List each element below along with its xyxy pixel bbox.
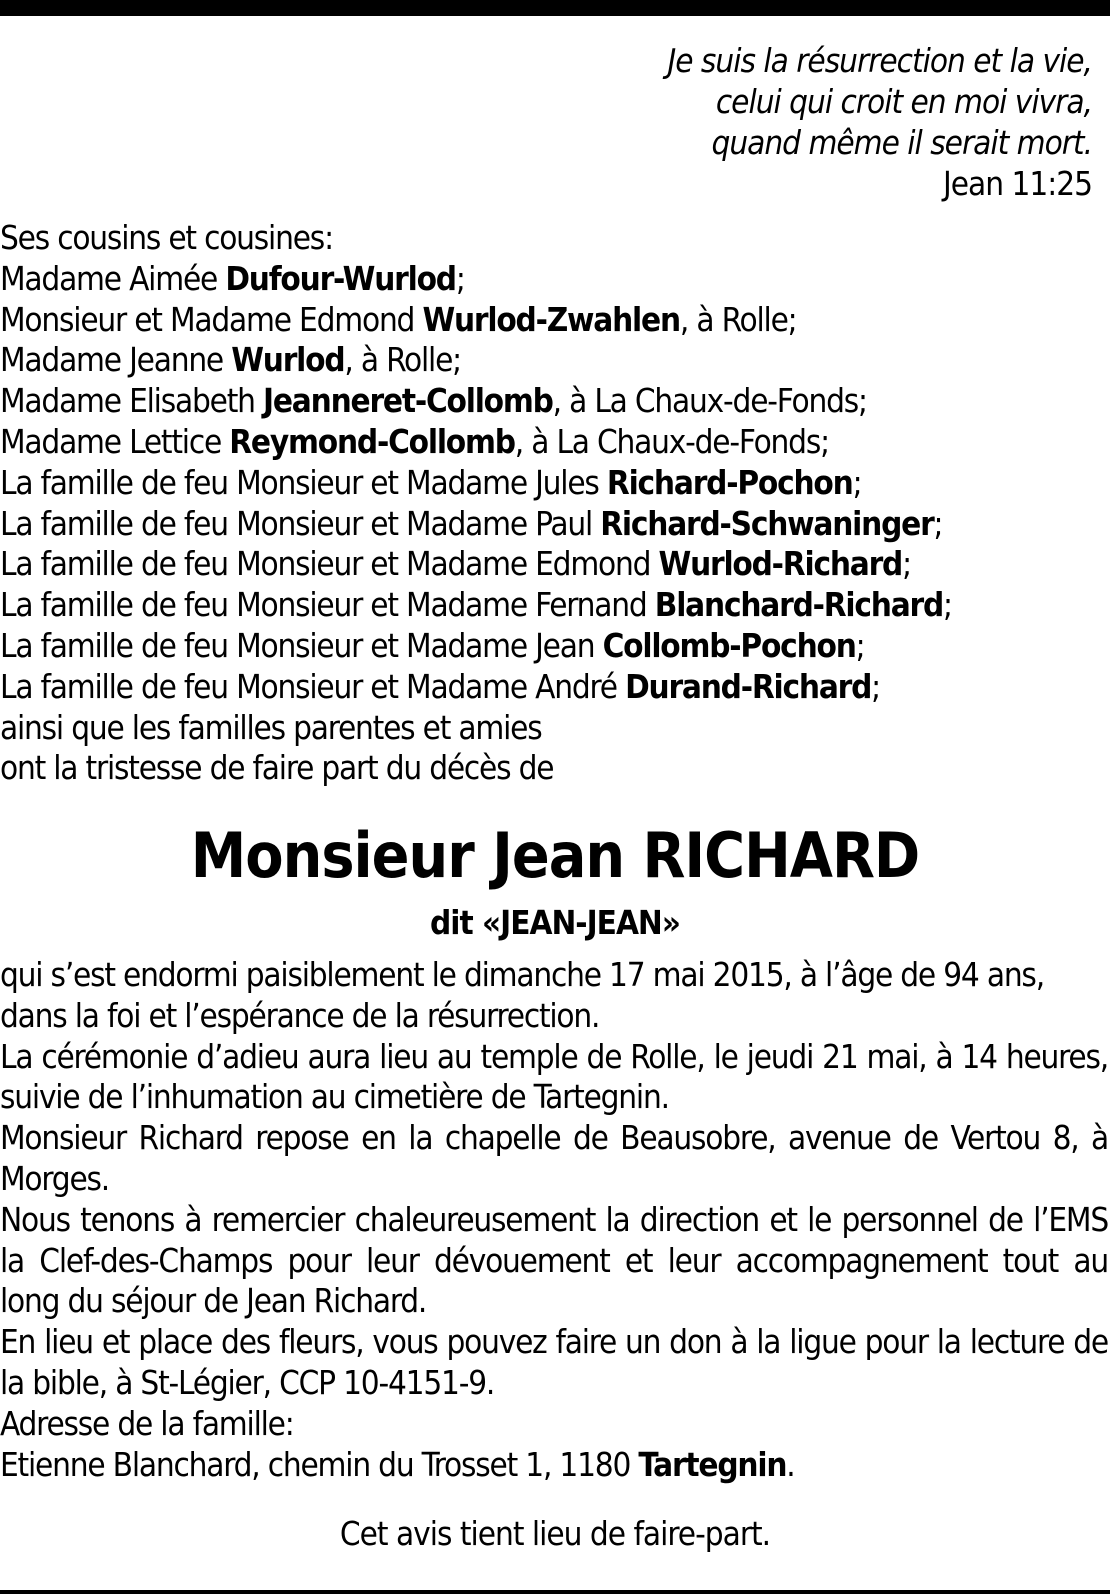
member-name: Wurlod-Zwahlen: [422, 299, 680, 339]
deceased-nickname: dit «JEAN-JEAN»: [430, 903, 680, 942]
member-suffix: , à La Chaux-de-Fonds;: [552, 381, 867, 421]
member-prefix: Madame Lettice: [0, 421, 230, 461]
member-prefix: Madame Elisabeth: [0, 381, 264, 421]
member-name: Reymond-Collomb: [229, 421, 515, 461]
member-prefix: Madame Aimée: [0, 258, 226, 298]
member-prefix: La famille de feu Monsieur et Madame Paul: [0, 503, 601, 543]
member-prefix: La famille de feu Monsieur et Madame Fernand: [0, 585, 655, 625]
family-address: [0, 1445, 1108, 1486]
rest-location: Monsieur Richard repose en la chapelle de Beausobre, avenue de Vertou 8, à Morges.: [0, 1118, 1108, 1198]
member-suffix: ;: [852, 462, 862, 502]
address-label: Adresse de la famille:: [0, 1403, 294, 1443]
address-street: Etienne Blanchard, chemin du Trosset 1, 1180: [0, 1444, 639, 1484]
family-outro: ont la tristesse de faire part du décès de: [0, 748, 554, 788]
death-announcement: qui s’est endormi paisiblement le dimanche 17 mai 2015, à l’âge de 94 ans,: [0, 955, 1044, 994]
member-suffix: ;: [933, 503, 943, 543]
family-list: [0, 218, 952, 789]
notice-body: [0, 955, 1108, 1485]
family-outro: ainsi que les familles parentes et amies: [0, 707, 542, 747]
member-suffix: , à Rolle;: [344, 340, 461, 380]
address-suffix: .: [786, 1444, 795, 1484]
member-suffix: , à La Chaux-de-Fonds;: [514, 421, 829, 461]
donation-info: En lieu et place des fleurs, vous pouvez faire un don à la ligue pour la lecture de la bible, à St-Légier, CCP 10-4151-9.: [0, 1322, 1108, 1402]
family-member: [0, 259, 952, 300]
verse-line: celui qui croit en moi vivra,: [715, 82, 1092, 121]
top-border: [0, 0, 1110, 16]
member-suffix: ;: [943, 585, 952, 625]
member-prefix: Monsieur et Madame Edmond: [0, 299, 423, 339]
family-member: [0, 381, 952, 422]
family-member: [0, 463, 952, 504]
member-name: Dufour-Wurlod: [225, 258, 456, 298]
member-prefix: La famille de feu Monsieur et Madame Jules: [0, 462, 607, 502]
member-prefix: La famille de feu Monsieur et Madame Jean: [0, 625, 603, 665]
family-member: [0, 585, 952, 626]
family-intro: Ses cousins et cousines:: [0, 218, 333, 257]
death-announcement-cont: dans la foi et l’espérance de la résurrection.: [0, 995, 600, 1035]
member-name: Richard-Pochon: [606, 462, 853, 502]
member-prefix: Madame Jeanne: [0, 340, 232, 380]
member-name: Collomb-Pochon: [602, 625, 856, 665]
thanks-paragraph: Nous tenons à remercier chaleureusement la direction et le personnel de l’EMS la Clef-des-Champs pour leur dévouement et leur accompagnement tout au long du séjour de Jean Richard.: [0, 1199, 1108, 1321]
member-suffix: ;: [455, 258, 465, 298]
family-member: [0, 667, 952, 708]
family-member: [0, 544, 952, 585]
member-suffix: ;: [871, 666, 880, 706]
member-suffix: , à Rolle;: [679, 299, 797, 339]
family-member: [0, 300, 952, 341]
family-member: [0, 340, 952, 381]
address-town: Tartegnin: [638, 1444, 787, 1484]
ceremony-info: La cérémonie d’adieu aura lieu au temple de Rolle, le jeudi 21 mai, à 14 heures, suivie de l’inhumation au cimetière de Tartegnin.: [0, 1036, 1108, 1117]
member-prefix: La famille de feu Monsieur et Madame Edmond: [0, 544, 659, 584]
family-member: [0, 422, 952, 463]
bottom-border: [0, 1590, 1110, 1594]
member-name: Wurlod: [231, 340, 345, 380]
verse-line: quand même il serait mort.: [711, 123, 1092, 162]
member-prefix: La famille de feu Monsieur et Madame André: [0, 666, 626, 706]
deceased-name: Monsieur Jean RICHARD: [190, 819, 920, 892]
member-name: Richard-Schwaninger: [600, 503, 934, 543]
family-member: [0, 504, 952, 545]
member-suffix: ;: [902, 544, 911, 584]
member-name: Jeanneret-Collomb: [263, 381, 553, 421]
bible-verse: [667, 40, 1092, 204]
member-suffix: ;: [855, 625, 865, 665]
verse-reference: Jean 11:25: [942, 164, 1092, 203]
member-name: Durand-Richard: [625, 666, 872, 706]
verse-line: Je suis la résurrection et la vie,: [667, 41, 1092, 80]
member-name: Blanchard-Richard: [654, 585, 944, 625]
member-name: Wurlod-Richard: [658, 544, 903, 584]
footer-note: Cet avis tient lieu de faire-part.: [339, 1514, 771, 1553]
family-member: [0, 626, 952, 667]
